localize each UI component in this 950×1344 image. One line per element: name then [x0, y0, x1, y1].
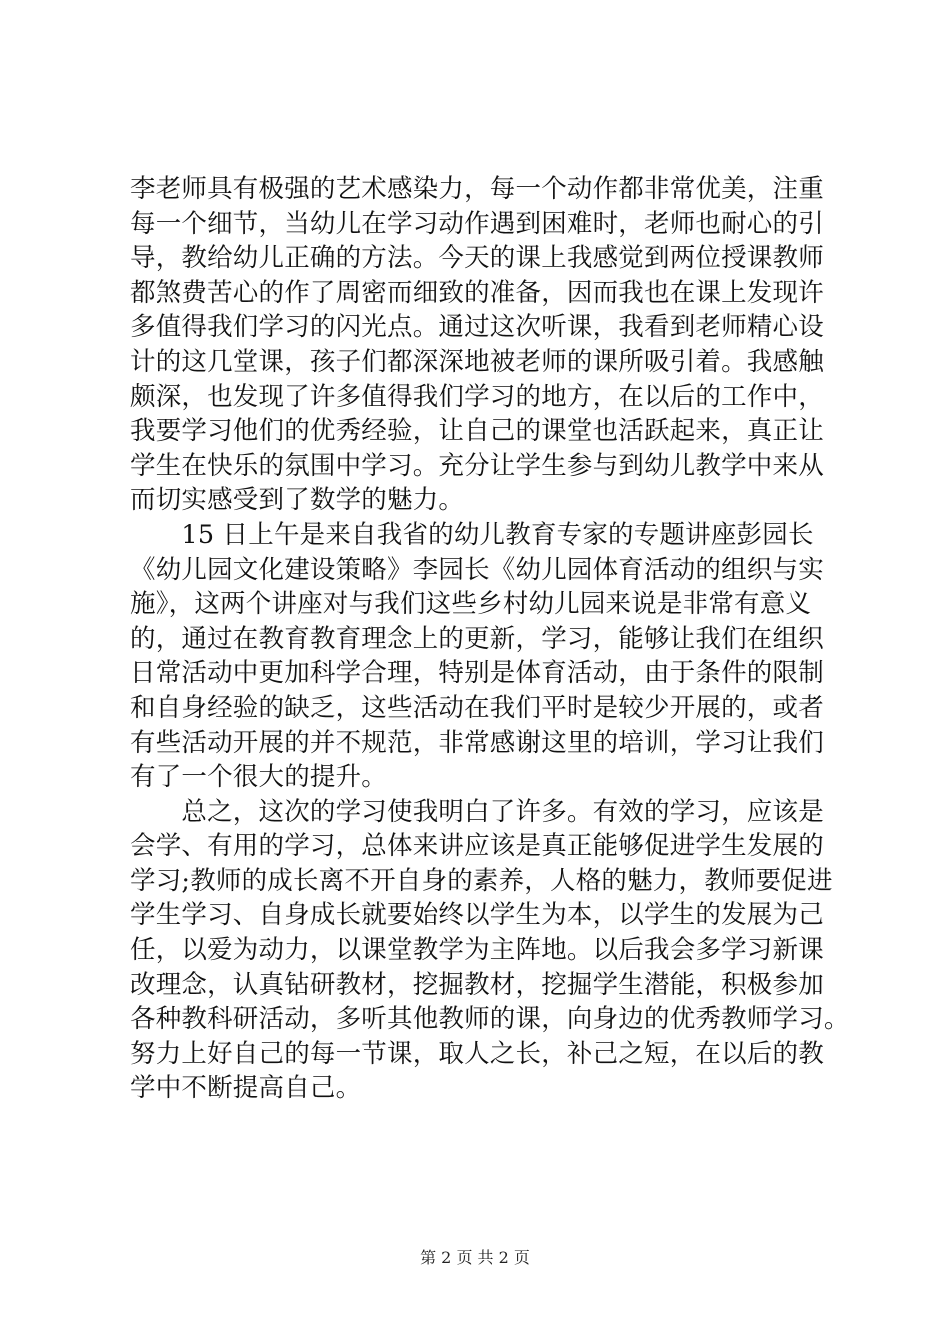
text-line: 计的这几堂课，孩子们都深深地被老师的课所吸引着。我感触	[130, 346, 824, 377]
text-line: 学习;教师的成长离不开自身的素养，人格的魅力，教师要促进	[130, 865, 833, 896]
text-line: 而切实感受到了数学的魅力。	[130, 485, 465, 516]
text-line: 每一个细节，当幼儿在学习动作遇到困难时，老师也耐心的引	[130, 208, 824, 239]
text-line: 学生在快乐的氛围中学习。充分让学生参与到幼儿教学中来从	[130, 450, 824, 481]
text-line: 总之，这次的学习使我明白了许多。有效的学习，应该是	[130, 796, 824, 827]
text-line: 我要学习他们的优秀经验，让自己的课堂也活跃起来，真正让	[130, 416, 824, 447]
text-line: 的，通过在教育教育理念上的更新，学习，能够让我们在组织	[130, 623, 824, 654]
text-line: 施》，这两个讲座对与我们这些乡村幼儿园来说是非常有意义	[130, 589, 812, 620]
text-line: 有了一个很大的提升。	[130, 762, 388, 793]
text-line: 《幼儿园文化建设策略》李园长《幼儿园体育活动的组织与实	[130, 554, 824, 585]
text-line: 颇深，也发现了许多值得我们学习的地方，在以后的工作中，	[130, 381, 824, 412]
text-line: 会学、有用的学习，总体来讲应该是真正能够促进学生发展的	[130, 831, 824, 862]
text-line: 都煞费苦心的作了周密而细致的准备，因而我也在课上发现许	[130, 277, 824, 308]
text-line: 和自身经验的缺乏，这些活动在我们平时是较少开展的，或者	[130, 692, 824, 723]
text-line: 学中不断提高自己。	[130, 1073, 362, 1104]
text-line: 15 日上午是来自我省的幼儿教育专家的专题讲座彭园长	[130, 519, 814, 550]
text-line: 导，教给幼儿正确的方法。今天的课上我感觉到两位授课教师	[130, 243, 824, 274]
text-line: 努力上好自己的每一节课，取人之长，补己之短，在以后的教	[130, 1038, 824, 1069]
text-line: 李老师具有极强的艺术感染力，每一个动作都非常优美，注重	[130, 174, 824, 204]
body-text	[130, 172, 850, 1106]
text-line: 日常活动中更加科学合理，特别是体育活动，由于条件的限制	[130, 658, 824, 689]
text-line: 多值得我们学习的闪光点。通过这次听课，我看到老师精心设	[130, 312, 824, 343]
text-line: 改理念，认真钻研教材，挖掘教材，挖掘学生潜能，积极参加	[130, 969, 824, 1000]
text-line: 各种教科研活动，多听其他教师的课，向身边的优秀教师学习。	[130, 1004, 850, 1035]
page-footer: 第 2 页 共 2 页	[420, 1248, 530, 1267]
text-line: 学生学习、自身成长就要始终以学生为本，以学生的发展为己	[130, 900, 824, 931]
text-line: 任，以爱为动力，以课堂教学为主阵地。以后我会多学习新课	[130, 935, 824, 966]
text-line: 有些活动开展的并不规范，非常感谢这里的培训，学习让我们	[130, 727, 824, 758]
